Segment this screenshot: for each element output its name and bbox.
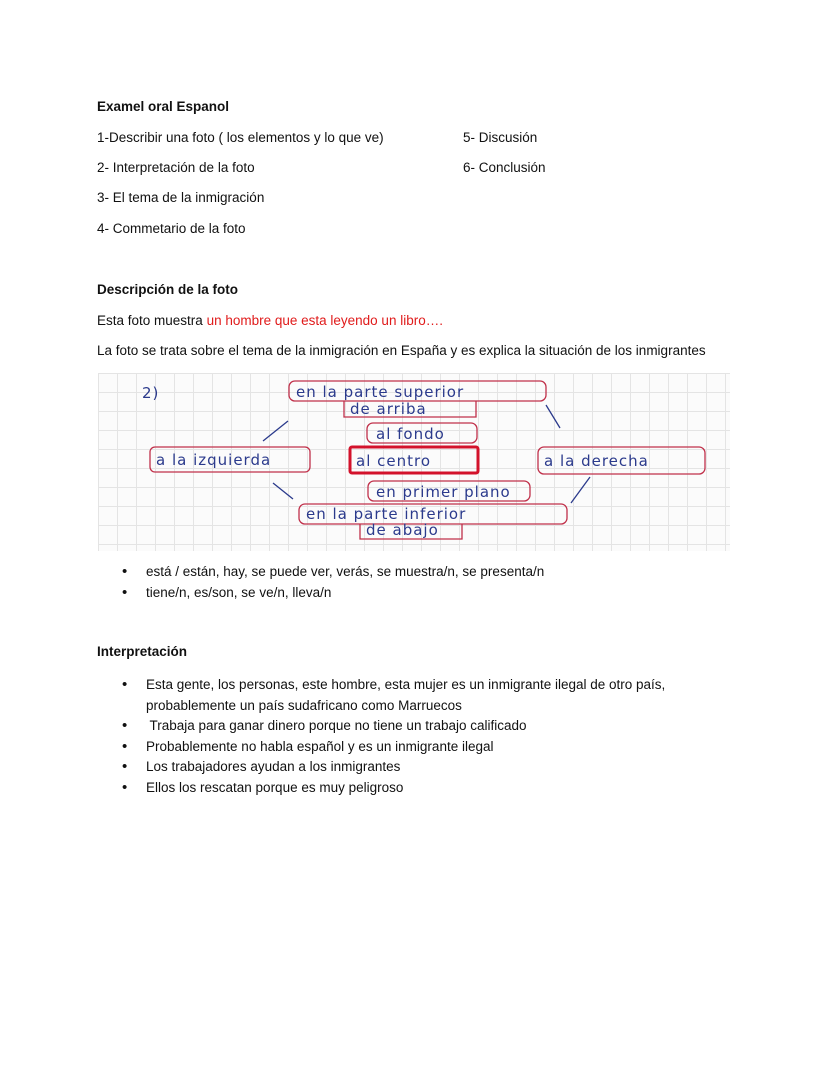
outline-item-1: 1-Describir una foto ( los elementos y lo que ve) <box>97 130 384 145</box>
connector-left-top <box>263 421 288 441</box>
outline-item-3: 3- El tema de la inmigración <box>97 190 265 205</box>
outline-item-2: 2- Interpretación de la foto <box>97 160 255 175</box>
list-item-line: Esta gente, los personas, este hombre, esta mujer es un inmigrante ilegal de otro país, <box>146 677 666 692</box>
outline-item-6: 6- Conclusión <box>463 160 546 175</box>
list-item: • tiene/n, es/son, se ve/n, lleva/n <box>97 583 544 604</box>
outline-item-4: 4- Commetario de la foto <box>97 221 246 236</box>
list-item <box>97 675 665 716</box>
diagram-label-right: a la derecha <box>544 452 649 470</box>
list-item-line: probablemente un país sudafricano como Marruecos <box>146 697 462 713</box>
description-prefix: Esta foto muestra <box>97 313 207 328</box>
diagram-number: 2) <box>142 384 160 402</box>
phrase-list <box>97 562 544 603</box>
diagram-label-top: en la parte superior <box>296 383 465 401</box>
connector-right-bottom <box>571 477 590 503</box>
document-title: Examel oral Espanol <box>97 99 230 114</box>
list-item: • está / están, hay, se puede ver, verás, se muestra/n, se presenta/n <box>97 562 544 583</box>
diagram-label-bottom-2: de abajo <box>366 521 439 539</box>
diagram-label-bottom: en la parte inferior <box>306 505 467 523</box>
diagram-label-center: al centro <box>356 452 432 470</box>
diagram-drawing <box>98 373 730 551</box>
diagram-label-top-2: de arriba <box>350 400 427 418</box>
description-highlight: un hombre que esta leyendo un libro…. <box>206 313 443 328</box>
description-line-1 <box>97 313 443 328</box>
handwritten-diagram <box>98 373 730 551</box>
list-item: • Ellos los rescatan porque es muy peligroso <box>97 778 665 799</box>
interpretation-heading: Interpretación <box>97 644 188 659</box>
description-heading: Descripción de la foto <box>97 282 239 297</box>
connector-right-top <box>546 405 560 428</box>
list-item: • Trabaja para ganar dinero porque no tiene un trabajo calificado <box>97 716 665 737</box>
diagram-label-front: en primer plano <box>376 483 511 501</box>
list-item: • Los trabajadores ayudan a los inmigrantes <box>97 757 665 778</box>
diagram-label-left: a la izquierda <box>156 451 272 469</box>
description-line-2: La foto se trata sobre el tema de la inmigración en España y es explica la situación de los inmigrantes <box>97 343 706 358</box>
interpretation-list <box>97 675 665 798</box>
diagram-label-back: al fondo <box>376 425 445 443</box>
outline-item-5: 5- Discusión <box>463 130 538 145</box>
list-item: • Probablemente no habla español y es un inmigrante ilegal <box>97 737 665 758</box>
connector-left-bottom <box>273 483 293 499</box>
